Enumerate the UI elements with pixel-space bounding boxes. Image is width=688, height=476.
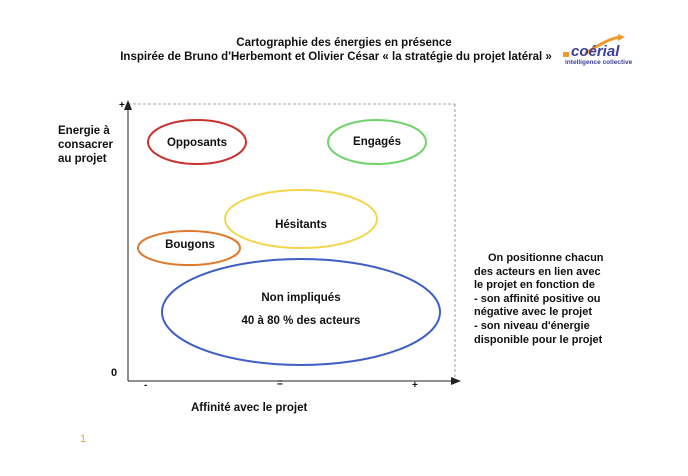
label-hesitants: Hésitants <box>275 219 327 231</box>
logo-tagline: intelligence collective <box>565 59 633 66</box>
y-axis-origin: 0 <box>111 367 118 379</box>
y-axis-label-line: Energie à <box>58 125 110 137</box>
label-bougons: Bougons <box>165 239 215 251</box>
note-line: - son niveau d'énergie <box>474 319 590 332</box>
label-opposants: Opposants <box>166 137 228 149</box>
x-axis-label: Affinité avec le projet <box>191 402 308 414</box>
note-line: négative avec le projet <box>474 306 592 319</box>
note-line: disponible pour le projet <box>474 333 603 346</box>
x-axis-arrow-icon <box>451 377 461 385</box>
explanation-note <box>474 252 634 347</box>
y-axis-label-line: au projet <box>58 153 107 165</box>
oval-non-impliques <box>162 259 440 365</box>
page-number: 1 <box>80 433 87 445</box>
label-engages: Engagés <box>353 136 401 148</box>
x-tick-positive: + <box>412 380 418 391</box>
y-axis-top-marker: + <box>119 100 125 111</box>
diagram-subtitle: Inspirée de Bruno d'Herbemont et Olivier César « la stratégie du projet latéral » <box>120 51 552 63</box>
note-line: - son affinité positive ou <box>474 292 601 305</box>
y-axis-label-line: consacrer <box>58 139 113 151</box>
label-non-impliques: Non impliqués <box>261 292 341 304</box>
y-axis-arrow-icon <box>124 100 132 110</box>
note-line: On positionne chacun <box>488 252 604 264</box>
note-line: le projet en fonction de <box>474 279 596 292</box>
x-tick-neutral: = <box>277 378 283 389</box>
x-tick-negative: - <box>144 380 148 391</box>
logo-name: coérial <box>571 43 620 60</box>
diagram-title: Cartographie des énergies en présence <box>236 37 452 49</box>
label-non-impliques-share: 40 à 80 % des acteurs <box>241 315 361 327</box>
y-axis-label <box>58 124 113 166</box>
note-line: des acteurs en lien avec <box>474 265 601 278</box>
